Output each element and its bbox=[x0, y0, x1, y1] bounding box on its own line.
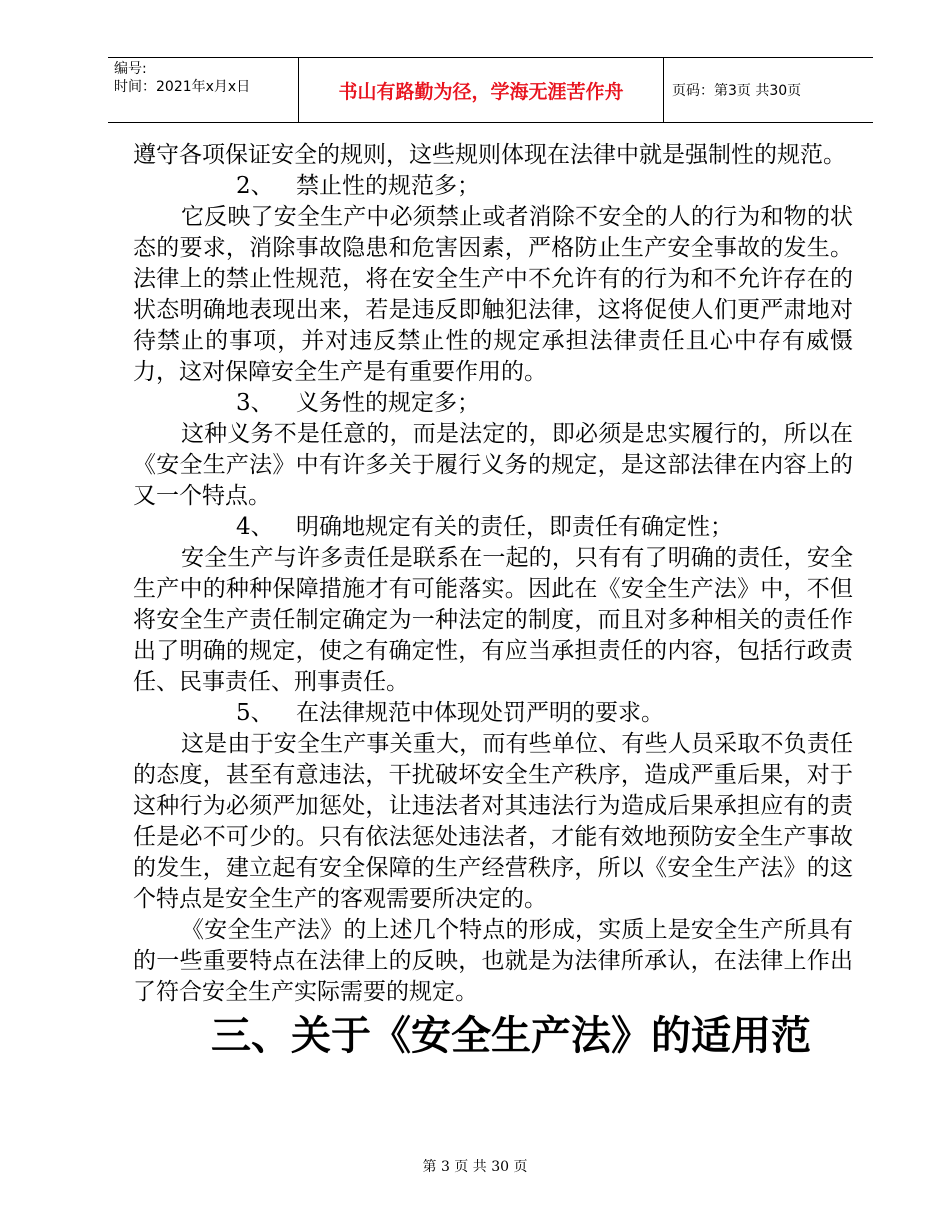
list-item-number: 3、 bbox=[236, 390, 274, 416]
section-heading: 三、关于《安全生产法》的适用范 bbox=[211, 1013, 811, 1059]
header-motto: 书山有路勤为径，学海无涯苦作舟 bbox=[298, 58, 664, 122]
list-item-number: 2、 bbox=[236, 173, 274, 199]
list-item-4 bbox=[133, 512, 853, 543]
list-item-3 bbox=[133, 388, 853, 419]
paragraph-obligation: 这种义务不是任意的，而是法定的，即必须是忠实履行的，所以在《安全生产法》中有许多关于履行义务的规定，是这部法律在内容上的又一个特点。 bbox=[133, 421, 853, 509]
list-item-5 bbox=[133, 698, 853, 729]
document-body bbox=[133, 140, 853, 1060]
paragraph-penalty: 这是由于安全生产事关重大，而有些单位、有些人员采取不负责任的态度，甚至有意违法，干扰破坏安全生产秩序，造成严重后果，对于这种行为必须严加惩处，让违法者对其违法行为造成后果承担应有的责任是必不可少的。只有依法惩处违法者，才能有效地预防安全生产事故的发生，建立起有安全保障的生产经营秩序，所以《安全生产法》的这个特点是安全生产的客观需要所决定的。 bbox=[133, 731, 853, 912]
paragraph-responsibility: 安全生产与许多责任是联系在一起的，只有有了明确的责任，安全生产中的种种保障措施才有可能落实。因此在《安全生产法》中，不但将安全生产责任制定确定为一种法定的制度，而且对多种相关的责任作出了明确的规定，使之有确定性，有应当承担责任的内容，包括行政责任、民事责任、刑事责任。 bbox=[133, 545, 853, 695]
header-number-label: 编号: bbox=[114, 61, 147, 77]
list-item-text: 义务性的规定多； bbox=[296, 390, 480, 416]
list-item-text: 禁止性的规范多； bbox=[296, 173, 480, 199]
paragraph-prohibitive: 它反映了安全生产中必须禁止或者消除不安全的人的行为和物的状态的要求，消除事故隐患和危害因素，严格防止生产安全事故的发生。法律上的禁止性规范，将在安全生产中不允许有的行为和不允许存在的状态明确地表现出来，若是违反即触犯法律，这将促使人们更严肃地对待禁止的事项，并对违反禁止性的规定承担法律责任且心中存有威慑力，这对保障安全生产是有重要作用的。 bbox=[133, 204, 853, 385]
page-header bbox=[108, 57, 873, 123]
paragraph-summary: 《安全生产法》的上述几个特点的形成，实质上是安全生产所具有的一些重要特点在法律上的反映，也就是为法律所承认，在法律上作出了符合安全生产实际需要的规定。 bbox=[133, 917, 853, 1005]
header-time-label: 时间：2021年x月x日 bbox=[114, 79, 251, 95]
list-item-number: 4、 bbox=[236, 514, 274, 540]
list-item-2 bbox=[133, 171, 853, 202]
header-meta bbox=[108, 58, 298, 122]
list-item-text: 在法律规范中体现处罚严明的要求。 bbox=[296, 700, 664, 726]
header-page-info: 页码：第3页 共30页 bbox=[672, 83, 802, 99]
paragraph-continued: 遵守各项保证安全的规则，这些规则体现在法律中就是强制性的规范。 bbox=[133, 142, 846, 168]
page-footer: 第 3 页 共 30 页 bbox=[422, 1159, 528, 1175]
list-item-text: 明确地规定有关的责任，即责任有确定性； bbox=[296, 514, 733, 540]
list-item-number: 5、 bbox=[236, 700, 274, 726]
